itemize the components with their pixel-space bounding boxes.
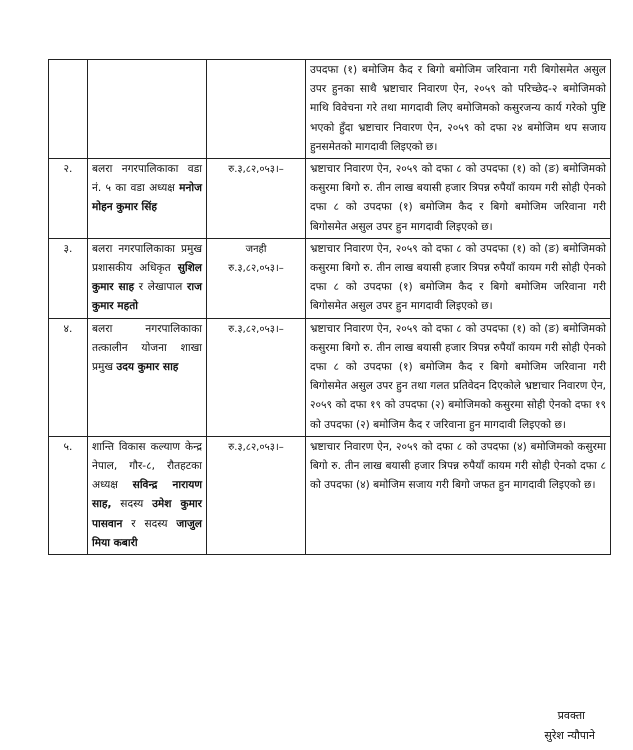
- accused-role: बलरा नगरपालिकाका तत्कालीन योजना शाखा प्रमुख: [92, 322, 202, 374]
- amount-cell: [207, 436, 306, 554]
- amount-cell: [207, 159, 306, 239]
- accused-name: उमेश कुमार पासवान: [92, 498, 202, 530]
- amount-cell: [207, 60, 306, 159]
- row-number: ५.: [49, 436, 88, 554]
- amount-cell: [207, 238, 306, 318]
- amount-value: रु.३,८२,०५३।–: [228, 323, 284, 335]
- accused-cell: [88, 238, 207, 318]
- table-row: [49, 60, 611, 159]
- charge-description: उपदफा (१) बमोजिम कैद र बिगो बमोजिम जरिवाना गरी बिगोसमेत असुल उपर हुनका साथै भ्रष्टाचार निवारण ऐन, २०५९ को परिच्छेद-२ बमोजिमको माथि विवेचना गरे तथा मागदावी लिए बमोजिमको कसुरजन्य कार्य गरेको पुष्टि भएको हुँदा भ्रष्टाचार निवारण ऐन, २०५९ को दफा २४ बमोजिम थप सजाय हुनसमेतको मागदावी लिइएको छ।: [306, 60, 611, 159]
- amount-value: रु.३,८२,०५३।–: [228, 263, 284, 275]
- signature-name: सुरेश न्यौपाने: [544, 729, 595, 742]
- accused-role: र सदस्य: [122, 517, 177, 530]
- accused-cell: [88, 60, 207, 159]
- charge-description: भ्रष्टाचार निवारण ऐन, २०५९ को दफा ८ को उपदफा (४) बमोजिमको कसुरमा बिगो रु. तीन लाख बयासी हजार त्रिपन्न रुपैयाँ कायम गरी सोही ऐनको दफा ८ को उपदफा (४) बमोजिम सजाय गरी बिगो जफत हुन मागदावी लिइएको छ।: [306, 436, 611, 554]
- table-row: [49, 436, 611, 554]
- table-row: [49, 159, 611, 239]
- accused-cell: [88, 318, 207, 436]
- row-number: २.: [49, 159, 88, 239]
- signature-title: प्रवक्ता: [557, 709, 585, 722]
- accused-name: राज कुमार महतो: [92, 281, 202, 313]
- amount-note: जनही: [245, 243, 267, 255]
- row-number: ३.: [49, 238, 88, 318]
- table-row: [49, 318, 611, 436]
- accused-role: शान्ति विकास कल्याण केन्द्र नेपाल, गौर-८, रौतहटका अध्यक्ष: [92, 440, 202, 492]
- charge-description: भ्रष्टाचार निवारण ऐन, २०५९ को दफा ८ को उपदफा (१) को (ङ) बमोजिमको कसुरमा बिगो रु. तीन लाख बयासी हजार त्रिपन्न रुपैयाँ कायम गरी सोही ऐनको दफा ८ को उपदफा (१) बमोजिम कैद र बिगो बमोजिम जरिवाना गरी बिगोसमेत असुल उपर हुन मागदावी लिइएको छ।: [306, 238, 611, 318]
- accused-role: सदस्य: [111, 498, 153, 511]
- accused-name: मनोज मोहन कुमार सिंह: [92, 182, 202, 214]
- accused-name: सविन्द्र नारायण साह,: [92, 479, 203, 511]
- row-number: ४.: [49, 318, 88, 436]
- accused-name: जाजुल मिया कबारी: [92, 517, 202, 549]
- accused-cell: [88, 436, 207, 554]
- accused-role: बलरा नगरपालिकाका वडा नं. ५ का वडा अध्यक्ष: [92, 163, 202, 195]
- amount-cell: [207, 318, 306, 436]
- row-number: [49, 60, 88, 159]
- charge-description: भ्रष्टाचार निवारण ऐन, २०५९ को दफा ८ को उपदफा (१) को (ङ) बमोजिमको कसुरमा बिगो रु. तीन लाख बयासी हजार त्रिपन्न रुपैयाँ कायम गरी सोही ऐनको दफा ८ को उपदफा (१) बमोजिम कैद र बिगो बमोजिम जरिवाना गरी बिगोसमेत असुल उपर हुन तथा गलत प्रतिवेदन दिएकोले भ्रष्टाचार निवारण ऐन, २०५९ को दफा १९ को उपदफा (२) बमोजिमको कसुरमा सोही ऐनको दफा १९ को उपदफा (२) बमोजिम कैद र जरिवाना हुन मागदावी लिइएको छ।: [306, 318, 611, 436]
- accused-name: सुशिल कुमार साह: [92, 262, 202, 294]
- accused-cell: [88, 159, 207, 239]
- accused-role: र लेखापाल: [134, 281, 188, 294]
- table-row: [49, 238, 611, 318]
- amount-value: रु.३,८२,०५३।–: [228, 164, 284, 176]
- charge-description: भ्रष्टाचार निवारण ऐन, २०५९ को दफा ८ को उपदफा (१) को (ङ) बमोजिमको कसुरमा बिगो रु. तीन लाख बयासी हजार त्रिपन्न रुपैयाँ कायम गरी सोही ऐनको दफा ८ को उपदफा (१) बमोजिम कैद र बिगो बमोजिम जरिवाना गरी बिगोसमेत असुल उपर हुन मागदावी लिइएको छ।: [306, 159, 611, 239]
- amount-value: रु.३,८२,०५३।–: [228, 441, 284, 453]
- charge-table: [48, 59, 611, 555]
- accused-name: उदय कुमार साह: [116, 361, 179, 374]
- accused-role: बलरा नगरपालिकाका प्रमुख प्रशासकीय अधिकृत: [92, 242, 202, 275]
